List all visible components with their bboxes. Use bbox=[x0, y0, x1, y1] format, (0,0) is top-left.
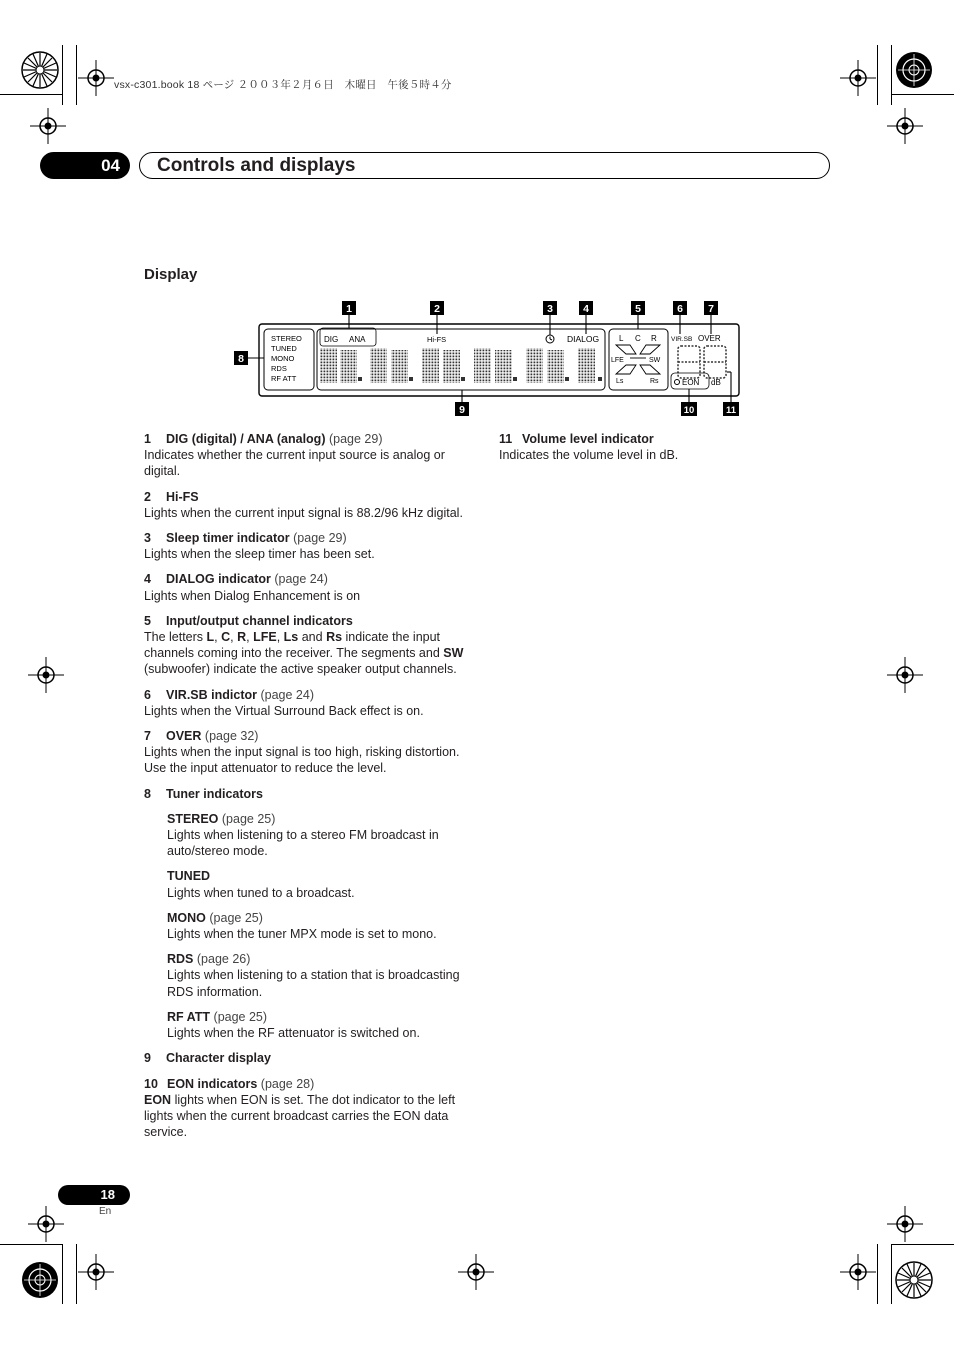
page-reference: (page 25) bbox=[209, 910, 263, 925]
item-description: Lights when the current input signal is 88.2/96 kHz digital. bbox=[144, 505, 463, 520]
callout-badge-2 bbox=[430, 301, 444, 315]
item-number: 3 bbox=[144, 531, 151, 546]
crop-mark bbox=[62, 45, 63, 105]
svg-text:11: 11 bbox=[725, 405, 737, 416]
virsb-indicator-label: VIR.SB bbox=[671, 336, 693, 343]
item-number: 10 bbox=[144, 1076, 158, 1091]
ana-indicator-label: ANA bbox=[349, 335, 366, 344]
item-number: 4 bbox=[144, 572, 151, 587]
page-reference: (page 29) bbox=[328, 432, 383, 446]
item-number: 11 bbox=[499, 432, 513, 446]
registration-starburst-icon bbox=[20, 50, 60, 90]
item-description: The letters L, C, R, LFE, Ls and Rs indicate the input channels coming into the receiver. The segments and SW (subwoofer) indicate the active speaker output channels. bbox=[144, 630, 464, 677]
channel-lfe-label: LFE bbox=[611, 357, 624, 364]
crosshair-target-icon bbox=[28, 1206, 64, 1242]
item-description: Lights when the input signal is too high, risking distortion. Use the input attenuator to reduce the level. bbox=[144, 745, 460, 776]
channel-l-label: L bbox=[619, 334, 624, 343]
svg-text:1: 1 bbox=[346, 303, 352, 315]
item-title: Sleep timer indicator bbox=[166, 531, 290, 546]
crop-mark bbox=[0, 1244, 62, 1245]
db-indicator-label: dB bbox=[711, 378, 721, 387]
chapter-title: Controls and displays bbox=[157, 155, 356, 176]
print-header: vsx-c301.book 18 ページ ２００３年２月６日 木曜日 午後５時４分 bbox=[114, 79, 452, 91]
svg-text:3: 3 bbox=[547, 303, 553, 315]
item-6 bbox=[144, 687, 476, 719]
subitem-title: RDS bbox=[167, 952, 194, 967]
page-number-badge: 18 bbox=[58, 1185, 130, 1205]
section-title: Display bbox=[144, 266, 198, 283]
crosshair-target-icon bbox=[30, 108, 66, 144]
svg-text:6: 6 bbox=[677, 303, 683, 315]
svg-text:7: 7 bbox=[708, 303, 714, 315]
eon-indicator-label: EON bbox=[682, 378, 700, 387]
page-reference: (page 29) bbox=[293, 531, 347, 546]
tuner-label-mono: MONO bbox=[271, 354, 295, 363]
page-reference: (page 32) bbox=[204, 729, 259, 744]
subitem-description: Lights when listening to a station that is broadcasting RDS information. bbox=[167, 968, 460, 999]
crop-mark bbox=[877, 1244, 878, 1304]
item-title: Character display bbox=[166, 1051, 271, 1066]
crosshair-target-icon bbox=[28, 657, 64, 693]
item-number: 1 bbox=[144, 432, 151, 446]
svg-text:2: 2 bbox=[434, 303, 440, 315]
svg-text:8: 8 bbox=[238, 353, 244, 365]
crop-mark bbox=[76, 1244, 77, 1304]
item-description: Lights when Dialog Enhancement is on bbox=[144, 588, 361, 603]
callout-badge-3 bbox=[543, 301, 557, 315]
item-title: EON indicators bbox=[167, 1076, 258, 1091]
crosshair-target-icon bbox=[887, 108, 923, 144]
channel-r-label: R bbox=[651, 334, 657, 343]
item-11 bbox=[499, 431, 831, 463]
subitem-tuned bbox=[167, 868, 476, 900]
callout-badge-5 bbox=[631, 301, 645, 315]
over-indicator-label: OVER bbox=[698, 334, 721, 343]
subitem-description: Lights when the tuner MPX mode is set to mono. bbox=[167, 927, 437, 942]
subitem-rf-att bbox=[167, 1009, 476, 1041]
item-title: DIALOG indicator bbox=[166, 572, 271, 587]
subitem-mono bbox=[167, 910, 476, 942]
page-reference: (page 24) bbox=[260, 687, 314, 702]
subitem-title: STEREO bbox=[167, 811, 219, 826]
item-title: DIG (digital) / ANA (analog) bbox=[166, 432, 326, 446]
page-reference: (page 24) bbox=[274, 572, 328, 587]
item-number: 7 bbox=[144, 729, 151, 744]
crop-mark bbox=[892, 94, 954, 95]
registration-starburst-icon bbox=[894, 1260, 934, 1300]
chapter-number-badge: 04 bbox=[40, 152, 130, 179]
tuner-label-rds: RDS bbox=[271, 364, 287, 373]
crosshair-target-icon bbox=[840, 60, 876, 96]
subitem-title: MONO bbox=[167, 910, 206, 925]
crop-mark bbox=[0, 94, 62, 95]
crop-mark bbox=[891, 1244, 892, 1304]
item-4 bbox=[144, 571, 476, 603]
crop-mark bbox=[892, 1244, 954, 1245]
item-7 bbox=[144, 728, 476, 777]
registration-starburst-icon bbox=[894, 50, 934, 90]
item-title: VIR.SB indictor bbox=[166, 687, 257, 702]
item-title: Input/output channel indicators bbox=[166, 613, 353, 628]
item-5 bbox=[144, 613, 476, 678]
item-number: 5 bbox=[144, 613, 151, 628]
item-description: EON lights when EON is set. The dot indicator to the left lights when the current broadcast carries the EON data service. bbox=[144, 1092, 456, 1140]
crosshair-target-icon bbox=[78, 1254, 114, 1290]
crosshair-target-icon bbox=[840, 1254, 876, 1290]
tuner-label-stereo: STEREO bbox=[271, 334, 302, 343]
page-reference: (page 25) bbox=[213, 1009, 268, 1024]
tuner-label-rf-att: RF ATT bbox=[271, 374, 297, 383]
hifs-indicator-label: Hi-FS bbox=[427, 335, 447, 344]
subitem-title: TUNED bbox=[167, 869, 211, 884]
crosshair-target-icon bbox=[78, 60, 114, 96]
item-title: Tuner indicators bbox=[166, 786, 264, 801]
item-9 bbox=[144, 1050, 476, 1066]
crop-mark bbox=[62, 1244, 63, 1304]
channel-c-label: C bbox=[635, 334, 641, 343]
page-reference: (page 25) bbox=[221, 811, 276, 826]
item-description: Lights when the Virtual Surround Back effect is on. bbox=[144, 703, 424, 718]
channel-ls-label: Ls bbox=[616, 378, 624, 385]
crop-mark bbox=[877, 45, 878, 105]
left-column bbox=[144, 431, 476, 1149]
callout-badge-4 bbox=[579, 301, 593, 315]
svg-text:10: 10 bbox=[683, 405, 695, 416]
right-column bbox=[499, 431, 831, 472]
crop-mark bbox=[76, 45, 77, 105]
subitem-description: Lights when tuned to a broadcast. bbox=[167, 885, 355, 900]
item-title: Hi-FS bbox=[166, 489, 199, 504]
dig-indicator-label: DIG bbox=[324, 335, 339, 344]
item-number: 9 bbox=[144, 1051, 151, 1066]
svg-text:4: 4 bbox=[583, 303, 589, 315]
page-reference: (page 28) bbox=[260, 1076, 315, 1091]
tuner-label-tuned: TUNED bbox=[271, 344, 297, 353]
svg-text:5: 5 bbox=[635, 303, 641, 315]
subitem-title: RF ATT bbox=[167, 1009, 211, 1024]
subitem-rds bbox=[167, 951, 476, 1000]
item-title: Volume level indicator bbox=[522, 432, 654, 446]
item-title: OVER bbox=[166, 729, 202, 744]
item-description: Indicates whether the current input source is analog or digital. bbox=[144, 448, 445, 479]
item-description: Lights when the sleep timer has been set. bbox=[144, 547, 375, 562]
item-number: 8 bbox=[144, 786, 151, 801]
subitem-description: Lights when listening to a stereo FM broadcast in auto/stereo mode. bbox=[167, 828, 439, 859]
callout-badge-9 bbox=[455, 402, 469, 416]
callout-badge-7 bbox=[704, 301, 718, 315]
item-10 bbox=[144, 1076, 476, 1141]
svg-text:9: 9 bbox=[459, 404, 465, 416]
crosshair-target-icon bbox=[458, 1254, 494, 1290]
crop-mark bbox=[891, 45, 892, 105]
item-number: 6 bbox=[144, 687, 151, 702]
subitem-description: Lights when the RF attenuator is switched on. bbox=[167, 1026, 420, 1041]
crosshair-target-icon bbox=[887, 657, 923, 693]
channel-sw-label: SW bbox=[649, 357, 661, 364]
item-number: 2 bbox=[144, 489, 151, 504]
item-8 bbox=[144, 786, 476, 1042]
registration-starburst-icon bbox=[20, 1260, 60, 1300]
subitem-stereo bbox=[167, 811, 476, 860]
crosshair-target-icon bbox=[887, 1206, 923, 1242]
item-3 bbox=[144, 530, 476, 562]
callout-badge-11 bbox=[723, 402, 739, 416]
item-1 bbox=[144, 431, 476, 480]
page-language: En bbox=[99, 1206, 112, 1217]
dialog-indicator-label: DIALOG bbox=[567, 334, 600, 344]
item-description: Indicates the volume level in dB. bbox=[499, 448, 679, 463]
page-reference: (page 26) bbox=[196, 952, 251, 967]
callout-badge-1 bbox=[342, 301, 356, 315]
front-panel-display-diagram bbox=[230, 298, 750, 422]
callout-badge-10 bbox=[681, 402, 697, 416]
callout-badge-8 bbox=[234, 351, 248, 365]
item-2 bbox=[144, 489, 476, 521]
callout-badge-6 bbox=[673, 301, 687, 315]
channel-rs-label: Rs bbox=[650, 378, 659, 385]
